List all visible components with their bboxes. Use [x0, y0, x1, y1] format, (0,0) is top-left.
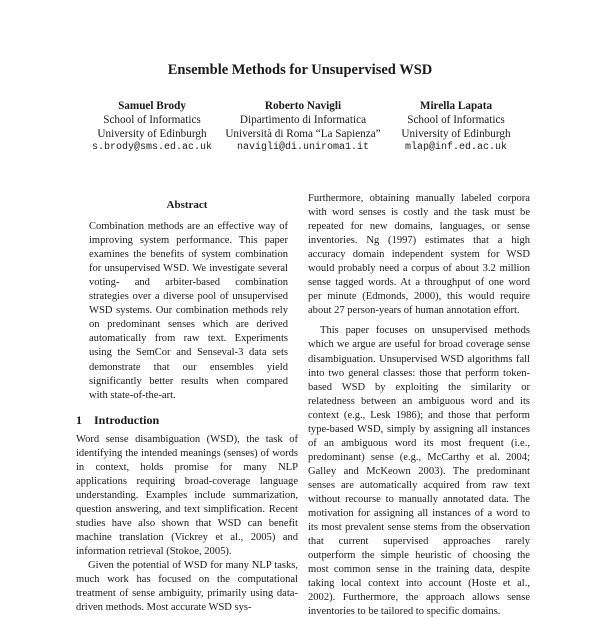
author-affiliation: School of Informatics: [407, 114, 505, 126]
author-block: [82, 99, 222, 155]
paper-title: Ensemble Methods for Unsupervised WSD: [167, 62, 433, 78]
author-institution: University of Edinburgh: [97, 128, 207, 140]
author-name: Roberto Navigli: [264, 100, 342, 112]
right-column: [308, 192, 530, 619]
author-email: mlap@inf.ed.ac.uk: [404, 142, 508, 153]
author-institution: Università di Roma “La Sapienza”: [225, 128, 381, 140]
right-paragraph-2: This paper focuses on unsupervised methods which we argue are useful for broad coverage sense disambiguation. Unsupervised WSD algorithms fall into two general classes: those that perform token-based WSD by exploiting the similarity or relatedness between an ambiguous word and its context (e.g., Lesk 1986); and those that perform type-based WSD, simply by assigning all instances of an ambiguous word its most frequent (i.e., predominant) sense (e.g., McCarthy et al. 2004; Galley and McKeown 2003). The predominant senses are automatically acquired from raw text without recourse to manually annotated data. The motivation for assigning all instances of a word to its most prevalent sense stems from the observation that current supervised approaches rarely outperform the simple heuristic of choosing the most common sense in the training data, despite taking local context into account (Hoste et al., 2002). Furthermore, the approach allows sense inventories to be tailored to specific domains.: [308, 325, 530, 618]
intro-paragraph-1: Word sense disambiguation (WSD), the task of identifying the intended meanings (senses) of words in context, holds promise for many NLP applications requiring broad-coverage language understanding. Examples include summarization, question answering, and text simplification. Recent studies have also shown that WSD can benefit machine translation (Vickrey et al., 2005) and information retrieval (Stokoe, 2005).: [76, 433, 298, 558]
author-institution: University of Edinburgh: [401, 128, 511, 140]
intro-paragraph-2: Given the potential of WSD for many NLP tasks, much work has focused on the computational treatment of sense ambiguity, primarily using data-driven methods. Most accurate WSD sys-: [76, 560, 298, 614]
author-affiliation: Dipartimento di Informatica: [239, 114, 367, 126]
author-affiliation: School of Informatics: [103, 114, 201, 126]
author-name: Samuel Brody: [118, 100, 186, 112]
abstract-heading: Abstract: [166, 199, 208, 211]
abstract-text: Combination methods are an effective way of improving system performance. This paper examines the benefits of system combination for unsupervised WSD. We investigate several voting- and arbiter-based combination strategies over a diverse pool of unsupervised WSD systems. Our combination methods rely on predominant senses which are derived automatically from raw text. Experiments using the SemCor and Senseval-3 data sets demonstrate that our ensembles yield significantly better results when compared with state-of-the-art.: [89, 221, 288, 401]
author-block: [214, 99, 392, 155]
author-email: navigli@di.uniroma1.it: [236, 142, 370, 153]
author-block: [386, 99, 526, 155]
right-paragraph-1: Furthermore, obtaining manually labeled corpora with word senses is costly and the task must be repeated for new domains, languages, or sense inventories. Ng (1997) estimates that a high accuracy domain independent system for WSD would probably need a corpus of about 3.2 million sense tagged words. At a throughput of one word per minute (Edmonds, 2000), this would require about 27 person-years of human annotation effort.: [308, 193, 530, 317]
section-number: 1: [76, 412, 82, 427]
abstract-section: [76, 198, 298, 403]
section-title: Introduction: [94, 412, 160, 427]
author-email: s.brody@sms.ed.ac.uk: [91, 142, 213, 153]
section-heading: [76, 413, 298, 427]
author-name: Mirella Lapata: [419, 100, 493, 112]
left-column: [76, 190, 298, 615]
